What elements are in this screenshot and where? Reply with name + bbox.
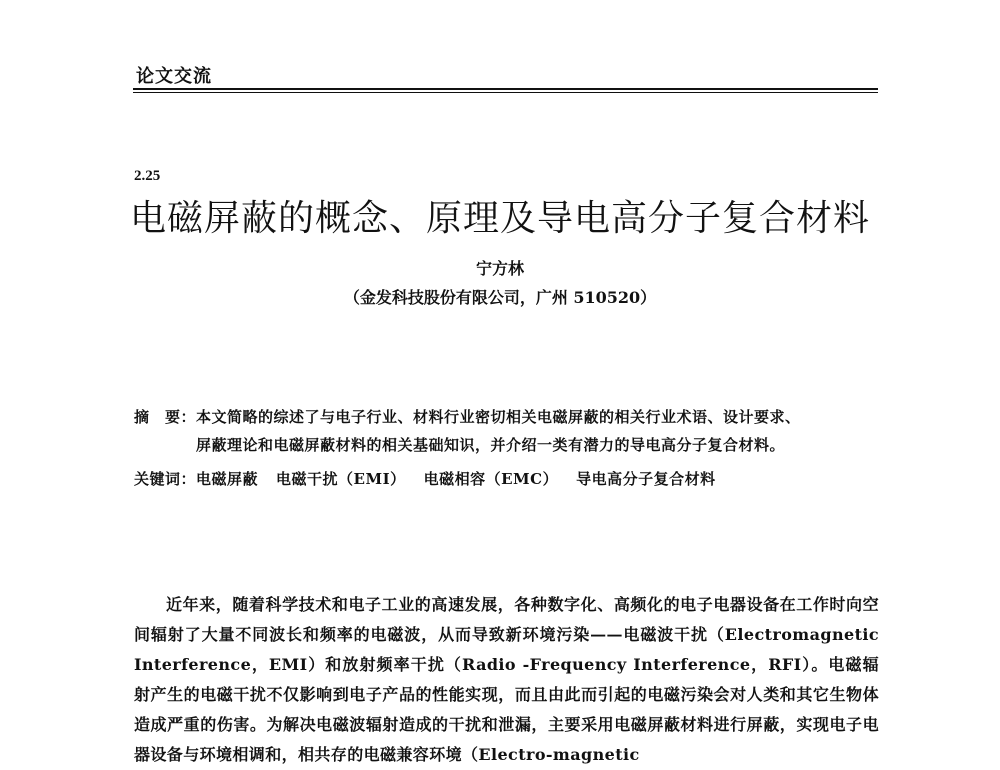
- paper-title: 电磁屏蔽的概念、原理及导电高分子复合材料: [129, 198, 870, 239]
- keywords: [134, 468, 884, 489]
- author-name: 宁方林: [475, 259, 524, 278]
- section-number: 2.25: [134, 168, 161, 184]
- abstract: [134, 403, 884, 459]
- abstract-line-1: 本文简略的综述了与电子行业、材料行业密切相关电磁屏蔽的相关行业术语、设计要求、: [196, 408, 801, 426]
- abstract-line-2: 屏蔽理论和电磁屏蔽材料的相关基础知识，并介绍一类有潜力的导电高分子复合材料。: [196, 436, 786, 454]
- keyword: 电磁干扰（EMI）: [276, 470, 406, 488]
- abstract-label: 摘 要：: [134, 408, 197, 426]
- body-text: [134, 590, 879, 770]
- header-rule-thin: [133, 92, 878, 93]
- keywords-label: 关键词：: [134, 470, 197, 488]
- keyword: 电磁屏蔽: [196, 470, 259, 488]
- keyword: 导电高分子复合材料: [576, 470, 716, 488]
- header-rule: [133, 88, 878, 90]
- section-label: 论文交流: [136, 66, 212, 87]
- body-paragraph: 近年来，随着科学技术和电子工业的高速发展，各种数字化、高频化的电子电器设备在工作时向空间辐射了大量不同波长和频率的电磁波，从而导致新环境污染——电磁波干扰（Electromagnetic Interference，EMI）和放射频率干扰（Radio -Frequency Interference，RFI）。电磁辐射产生的电磁干扰不仅影响到电子产品的性能实现，而且由此而引起的电磁污染会对人类和其它生物体造成严重的伤害。为解决电磁波辐射造成的干扰和泄漏，主要采用电磁屏蔽材料进行屏蔽，实现电子电器设备与环境相调和，相共存的电磁兼容环境（Electro-magnetic: [134, 595, 879, 764]
- author-affiliation: （金发科技股份有限公司，广州 510520）: [343, 288, 657, 307]
- keyword: 电磁相容（EMC）: [423, 470, 559, 488]
